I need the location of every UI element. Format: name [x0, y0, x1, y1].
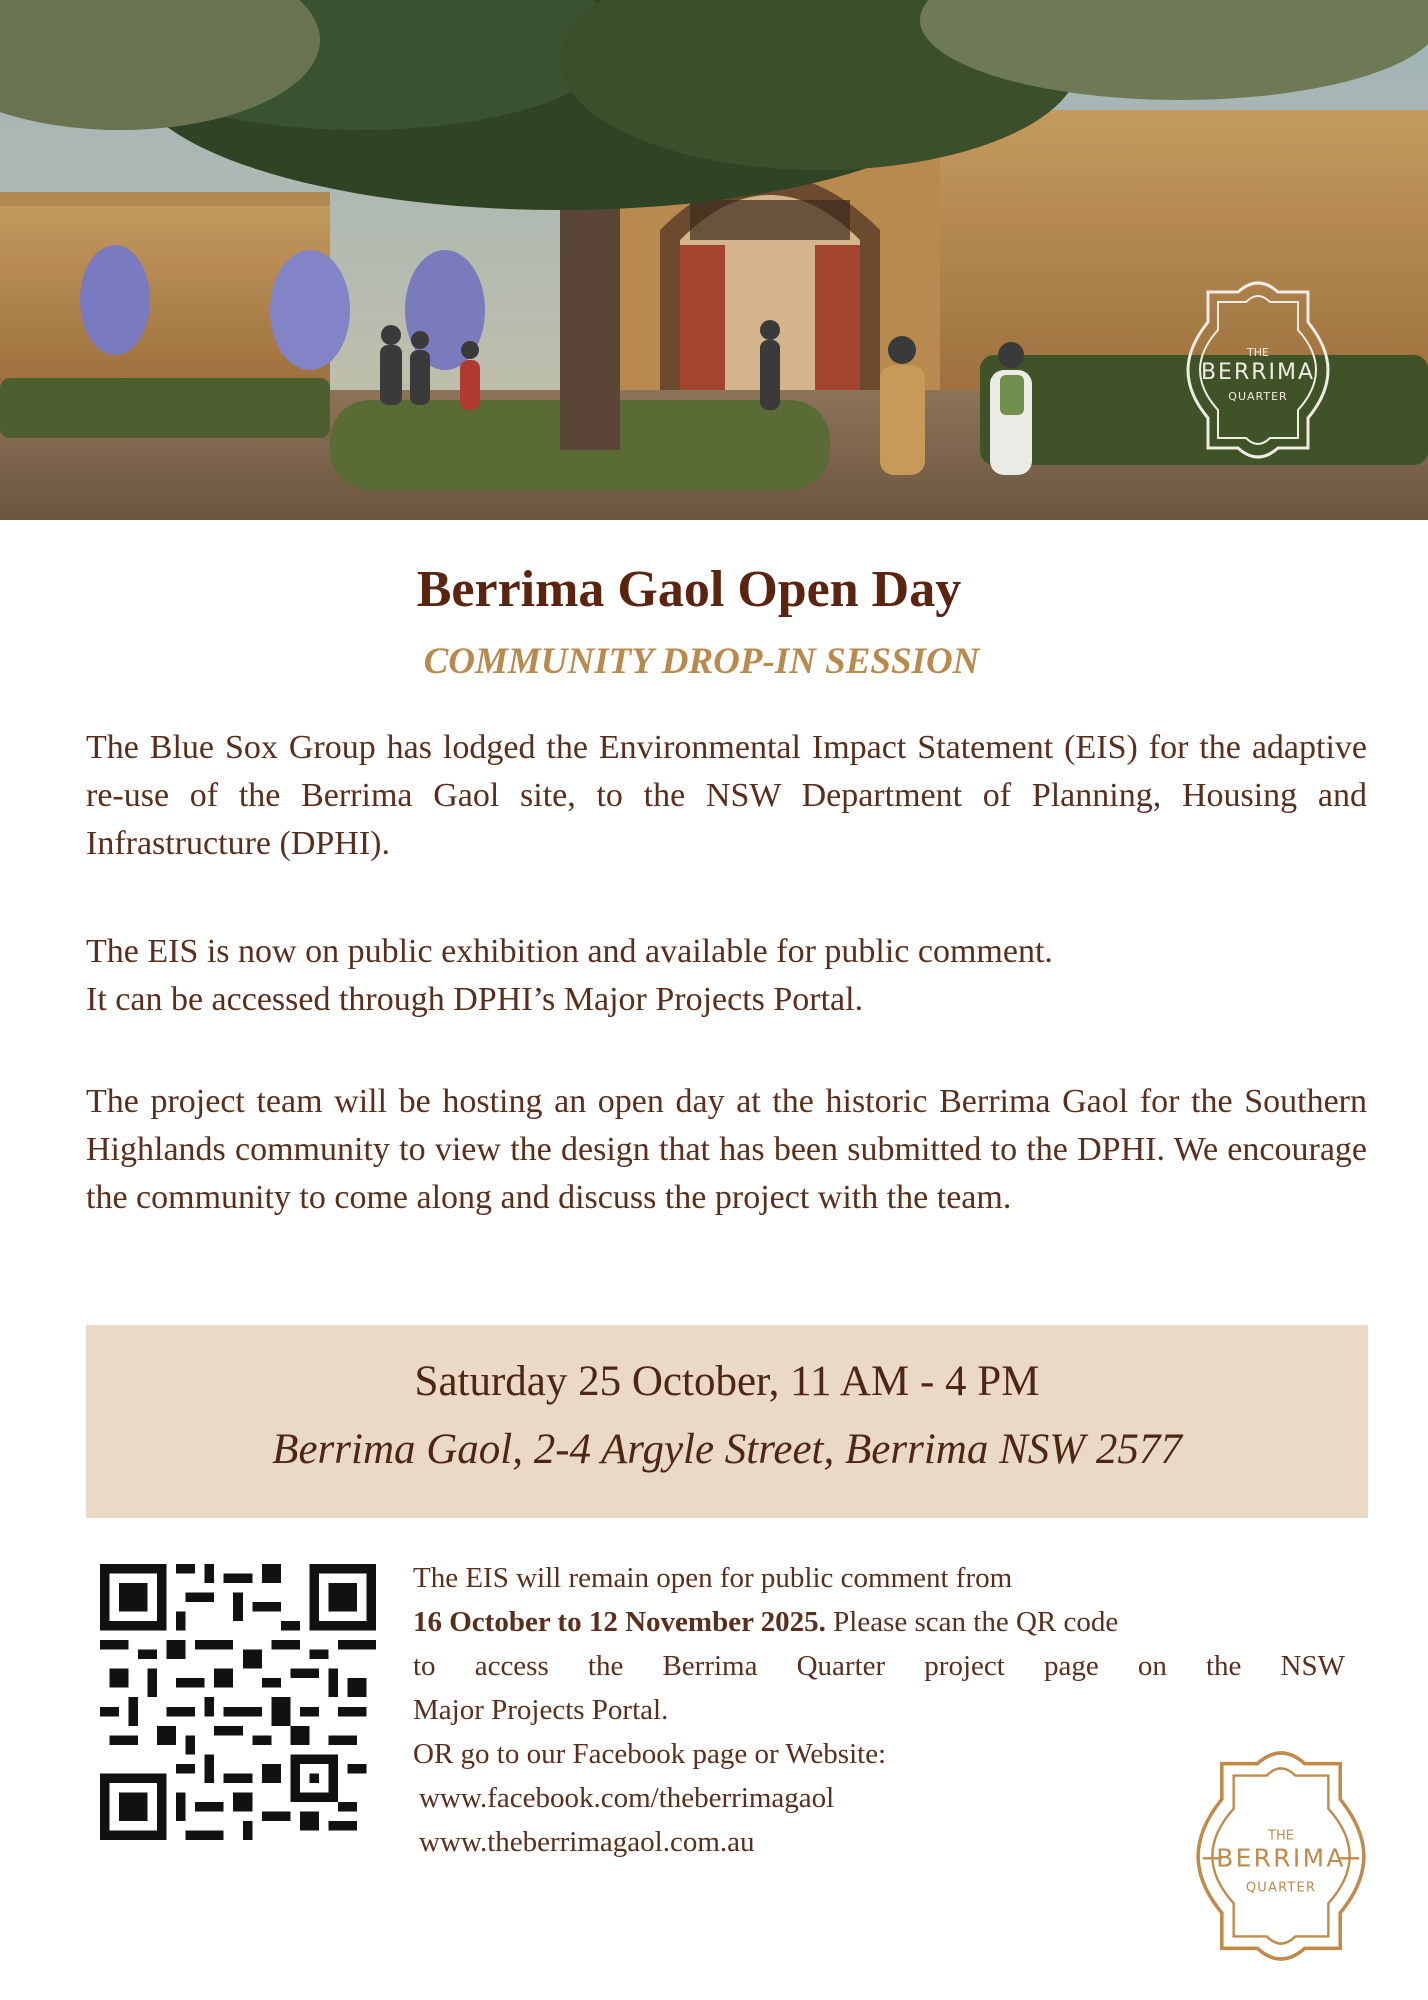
event-details-box [86, 1325, 1368, 1518]
page-subtitle [0, 640, 1428, 683]
info-line-1: The EIS will remain open for public comment from [413, 1562, 1013, 1594]
info-dates: 16 October to 12 November 2025. [413, 1606, 826, 1638]
info-line-4: Major Projects Portal. [413, 1694, 669, 1726]
intro-paragraph-2-line-1: The EIS is now on public exhibition and available for public comment. [86, 933, 1053, 970]
logo-hero-quarter: QUARTER [1228, 390, 1288, 403]
event-date-time: Saturday 25 October, 11 AM - 4 PM [414, 1358, 1040, 1405]
intro-paragraph-3: The project team will be hosting an open day at the historic Berrima Gaol for the Southern Highlands community to view the design that has been submitted to the DPHI. We encourage the community to come along and discuss the project with the team. [86, 1083, 1367, 1216]
intro-paragraph-1: The Blue Sox Group has lodged the Environmental Impact Statement (EIS) for the adaptive re-use of the Berrima Gaol site, to the NSW Department of Planning, Housing and Infrastructure (DPHI). [86, 729, 1367, 862]
page-title [0, 560, 1428, 619]
info-line-5: OR go to our Facebook page or Website: [413, 1738, 887, 1770]
intro-paragraph-2-line-2: It can be accessed through DPHI’s Major Projects Portal. [86, 981, 864, 1018]
event-location: Berrima Gaol, 2-4 Argyle Street, Berrima NSW 2577 [272, 1426, 1182, 1473]
logo-name: BERRIMA [1216, 1843, 1346, 1873]
logo-quarter: QUARTER [1245, 1880, 1317, 1896]
info-line-3: to access the Berrima Quarter project page on the NSW [413, 1650, 1345, 1682]
logo-the: THE [1268, 1828, 1294, 1844]
info-line-2 [413, 1600, 1345, 1644]
info-line-2-rest: Please scan the QR code [825, 1606, 1119, 1638]
berrima-quarter-logo [1168, 1740, 1394, 1972]
qr-code[interactable] [100, 1562, 376, 1842]
hero-photo [0, 0, 1428, 520]
logo-hero-name: BERRIMA [1200, 360, 1316, 385]
page-title-text: Berrima Gaol Open Day [416, 561, 962, 618]
facebook-link[interactable]: www.facebook.com/theberrimagaol [419, 1782, 835, 1814]
berrima-quarter-logo-hero [1168, 272, 1348, 468]
website-link[interactable]: www.theberrimagaol.com.au [419, 1826, 755, 1858]
intro-paragraph-2 [86, 928, 1367, 1024]
logo-hero-the: THE [1247, 346, 1269, 359]
page-subtitle-text: COMMUNITY DROP-IN SESSION [423, 641, 980, 682]
